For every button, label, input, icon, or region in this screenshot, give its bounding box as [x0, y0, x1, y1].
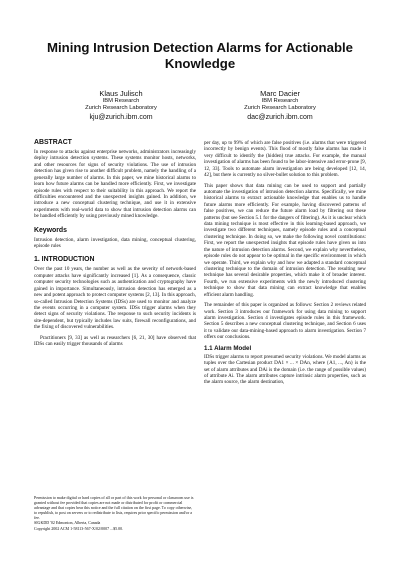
copyright-footnote	[34, 495, 196, 531]
author-email: dac@zurich.ibm.com	[247, 114, 313, 121]
author-affiliation: Zurich Research Laboratory	[244, 105, 316, 111]
author-name: Klaus Julisch	[99, 89, 143, 98]
paragraph: The remainder of this paper is organized as follows: Section 2 reviews related work. Section 3 introduces our framework for using data mining to support alarm investigation. Section 4 investigates episode rules in this framework. Section 5 describes a new conceptual clustering technique, and Section 6 uses it to validate our data-mining-based approach to alarm investigation. Section 7 offers our conclusions.	[204, 302, 366, 341]
permission-notice: Permission to make digital or hard copies of all or part of this work for personal or classroom use is granted without fee provided that copies are not made or distributed for profit or commercial advantage and that copies bear this notice and the full citation on the first page. To copy otherwise, to republish, to post on servers or to redistribute to lists, requires prior specific permission and/or a fee.	[34, 495, 194, 521]
keywords-heading: Keywords	[34, 226, 67, 234]
introduction-heading: 1. INTRODUCTION	[34, 256, 95, 264]
copyright-line: Copyright 2002 ACM 1-58113-567-X/02/0007 ...$5.00.	[34, 525, 124, 531]
paragraph: This paper shows that data mining can be used to support and partially automate the investigation of intrusion detection alarms. Specifically, we mine historical alarms to extract actionable knowledge that enables us to handle future alarms more efficiently. For example, having discovered patterns of false positives, we can reduce the future alarm load by filtering out these patterns (but see Section 5.1 for the dangers of filtering). As it is unclear which data mining technique is most effective in this learning-based approach, we investigate two different techniques, namely episode rules and a conceptual clustering technique. In doing so, we make the following novel contributions: First, we report the unexpected insights that episode rules have given us into the nature of intrusion detection alarms. Second, we explain why nevertheless, episode rules do not appear to be optimal in the specific environment in which we operate. Third, we explain why and how we adapted a standard conceptual clustering technique to the domain of intrusion detection. The resulting new technique has several desirable properties, which make it of broader interest. Fourth, we run extensive experiments with the newly introduced clustering technique to show that data mining can extract knowledge that enables efficient alarm handling.	[204, 182, 366, 298]
paper-title: Mining Intrusion Detection Alarms for Actionable Knowledge	[46, 40, 354, 71]
author-2	[195, 89, 365, 123]
author-affiliation: IBM Research	[261, 98, 299, 104]
left-column	[34, 138, 196, 352]
abstract-heading: ABSTRACT	[34, 139, 72, 146]
alarm-model-heading: 1.1 Alarm Model	[204, 344, 252, 352]
author-affiliation: IBM Research	[102, 98, 140, 104]
author-email: kju@zurich.ibm.com	[89, 114, 153, 121]
right-column	[204, 140, 366, 390]
paragraph: IDSs trigger alarms to report presumed security violations. We model alarms as tuples over the Cartesian product DA1 × ... × DAn, where {A1, ..., An} is the set of alarm attributes and DAi is the domain (i.e. the range of possible values) of attribute Ai. The alarm attributes capture intrinsic alarm properties, such as the alarm source, the alarm destination,	[204, 353, 366, 386]
keywords-text: Intrusion detection, alarm investigation, data mining, conceptual clustering, episode rules	[34, 236, 196, 250]
conference-name: SIGKDD '02 Edmonton, Alberta, Canada	[34, 520, 101, 526]
paragraph: per day, up to 99% of which are false positives (i.e. alarms that were triggered incorrectly by benign events). This flood of mostly false alarms has made it very difficult to identify the (hidden) true attacks. For example, the manual investigation of alarms has been found to be labor-intensive and error-prone [9, 12, 33]. Tools to automate alarm investigation are being developed [12, 14, 42], but there is currently no silver-bullet solution to this problem.	[204, 140, 366, 179]
author-1	[36, 89, 206, 123]
author-name: Marc Dacier	[260, 89, 300, 98]
author-affiliation: Zurich Research Laboratory	[85, 105, 157, 111]
paragraph: Over the past 10 years, the number as well as the severity of network-based computer attacks have significantly increased [1]. As a consequence, classic computer security technologies such as authentication and cryptography have gained in importance. Simultaneously, intrusion detection has emerged as a new and potent approach to protect computer systems [2, 13]. In this approach, so-called Intrusion Detection Systems (IDSs) are used to monitor and analyze the events occurring in a computer system. IDSs trigger alarms when they detect signs of security violations. The response to such security incidents is site-dependent, but typically includes law suits, firewall reconfigurations, and the fixing of discovered vulnerabilities.	[34, 266, 196, 331]
paragraph: Practitioners [9, 33] as well as researchers [6, 21, 30] have observed that IDSs can easily trigger thousands of alarms	[34, 334, 196, 348]
abstract-text: In response to attacks against enterprise networks, administrators increasingly deploy intrusion detection systems. These systems monitor hosts, networks, and other resources for signs of security violations. The use of intrusion detection has given rise to another difficult problem, namely the handling of a generally large number of alarms. In this paper, we mine historical alarms to learn how future alarms can be handled more efficiently. First, we investigate episode rules with respect to their suitability in this approach. We report the difficulties encountered and the unexpected insights gained. In addition, we introduce a new conceptual clustering technique, and use it in extensive experiments with real-world data to show that intrusion detection alarms can be handled efficiently by using previously mined knowledge.	[34, 149, 196, 220]
